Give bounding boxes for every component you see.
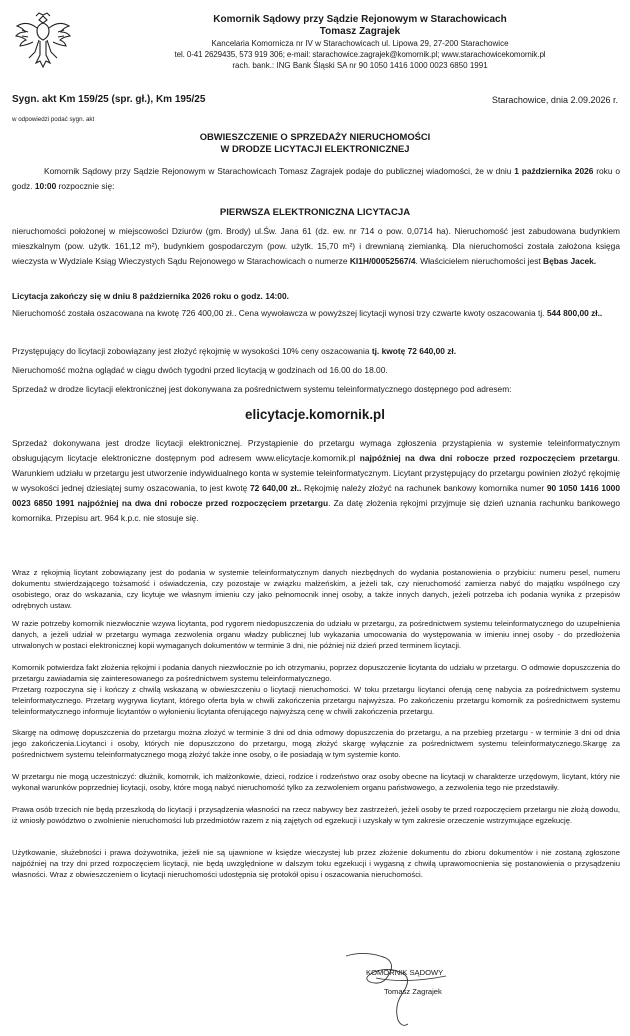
property-paragraph <box>12 224 620 269</box>
data-completion-paragraph: W razie potrzeby komornik niezwłocznie wzywa licytanta, pod rygorem niedopuszczenia do udziału w przetargu, za pośrednictwem systemu teleinformatycznego do uzupełnienia danych, a jeżeli udział w przetargu wymaga zezwolenia organu władzy publicznej lub wykazania umocowania do występowania w imieniu innej osoby - do przedłożenia utrwalonych w postaci elektronicznej kopii wymaganych dokumentów w terminie 3 dni, nie później niż dzień przed terminem licytacji. <box>12 619 620 650</box>
bidding-paragraph: Przetarg rozpoczyna się i kończy z chwilą wskazaną w obwieszczeniu o licytacji nieruchomości. W toku przetargu licytanci oferują cenę nabycia za pośrednictwem systemu teleinformatycznego. Przetarg wygrywa licytant, którego oferta była w chwili zakończenia przetargu najwyższa. Po zakończeniu przetargu komornik za pośrednictwem systemu teleinformatycznego informuje licytantów o wyłonieniu licytanta oferującego najwyższą cenę w chwili zakończenia przetargu. <box>12 685 620 716</box>
third-party-paragraph: Prawa osób trzecich nie będą przeszkodą do licytacji i przysądzenia własności na rzecz nabywcy bez zastrzeżeń, jeżeli osoby te przed rozpoczęciem przetargu nie złożą dowodu, iż wniosły powództwo o zwolnienie nieruchomości lub przedmiotów razem z nią zajętych od egzekucji i uzyskały w tym zakresie orzeczenie wstrzymujące egzekucję. <box>12 805 620 825</box>
polish-eagle-emblem-icon <box>14 10 72 72</box>
viewing-paragraph: Nieruchomość można oglądać w ciągu dwóch tygodni przed licytacją w godzinach od 16.00 do 18.00. <box>12 365 388 375</box>
intro-text-a: Komornik Sądowy przy Sądzie Rejonowym w Starachowicach Tomasz Zagrajek podaje do publicznej wiadomości, że w dniu <box>44 166 515 176</box>
header-bank: rach. bank.: ING Bank Śląski SA nr 90 1050 1416 1000 0023 6850 1991 <box>232 61 488 70</box>
bailiff-header <box>100 14 620 71</box>
deposit-paragraph <box>12 344 620 359</box>
admission-paragraph: Komornik potwierdza fakt złożenia rękojmi i podania danych niezwłocznie po ich otrzymaniu, poprzez dopuszczenie licytanta do udziału w przetargu. O odmowie dopuszczenia do przetargu zawiadamia się zainteresowanego za pośrednictwem systemu teleinformatycznego. <box>12 663 620 683</box>
procedure-deadline: najpóźniej na dwa dni robocze przed rozpoczęciem przetargu <box>359 452 618 463</box>
procedure-bank-account: 90 1050 1416 1000 0023 6850 1991 najpóźniej na dwa dni robocze przed rozpoczęciem przetargu <box>12 482 620 508</box>
deposit-text: Przystępujący do licytacji zobowiązany jest złożyć rękojmię w wysokości 10% ceny oszacowania <box>12 346 372 356</box>
procedure-text-c: Rękojmię należy złożyć na rachunek bankowy komornika numer <box>301 482 547 493</box>
complaint-paragraph: Skargę na odmowę dopuszczenia do przetargu można złożyć w terminie 3 dni od dnia odmowy dopuszczenia do przetargu, a na przebieg przetargu - w terminie 3 dni od dnia jego zakończenia.Licytanci i osoby, których nie dopuszczono do przetargu, mogą złożyć skargę wyłącznie za pośrednictwem systemu teleinformatycznego.Skargę za pośrednictwem systemu teleinformatycznego mogą złożyć także inne osoby, o ile posiadają w tym systemie konto. <box>12 728 620 759</box>
sale-system-paragraph: Sprzedaż w drodze licytacji elektronicznej jest dokonywana za pośrednictwem systemu teleinformatycznego dostępnego pod adresem: <box>12 384 512 394</box>
procedure-text-a: Sprzedaż dokonywana jest drodze licytacji elektronicznej. Przystąpienie do przetargu wymaga zgłoszenia przystąpienia w systemie teleinformatycznym obsługującym licytacje elektroniczne dostępnym pod adresem www.elicytacje.komornik.pl <box>12 438 620 463</box>
intro-text-b: roku o godz. <box>12 166 620 191</box>
procedure-text-d: . Za datę złożenia rękojmi przyjmuje się dzień uznania rachunku bankowego komornika. Przepisu art. 964 k.p.c. nie stosuje się. <box>12 497 620 523</box>
deposit-amount: tj. kwotę 72 640,00 zł. <box>371 346 457 356</box>
header-name: Tomasz Zagrajek <box>319 26 401 37</box>
auction-end-line: Licytacja zakończy się w dniu 8 października 2026 roku o godz. 14:00. <box>12 291 289 301</box>
header-contact: tel. 0-41 2629435, 573 919 306; e-mail: starachowice.zagrajek@komornik.pl; www.starachowicekomornik.pl <box>174 50 546 59</box>
procedure-text-b: . Warunkiem udziału w przetargu jest utworzenie indywidualnego konta w systemie teleinformatycznym. Licytant przystępujący do przetargu powinien złożyć rękojmię w wysokości jednej dziesiątej sumy oszacowania, to jest kwotę <box>12 452 620 493</box>
document-title <box>0 131 630 155</box>
bidder-data-paragraph: Wraz z rękojmią licytant zobowiązany jest do podania w systemie teleinformatycznym danych niezbędnych do wydania postanowienia o przybiciu: numeru pesel, numeru dokumentu stwierdzającego tożsamość i oświadczenia, czy pozostaje w związku małżeńskim, a jeżeli tak, czy nieruchomość zamierza nabyć do majątku wspólnego czy osobistego, oraz do wskazania, czy licytuje we własnym imieniu czy jako pełnomocnik innej osoby, a także innych danych, jeżeli potrzeba ich podania wynika z przepisów odrębnych ustaw. <box>12 568 620 610</box>
auction-portal-url[interactable]: elicytacje.komornik.pl <box>245 407 385 422</box>
signature-name: Tomasz Zagrajek <box>384 987 442 996</box>
case-reference: Sygn. akt Km 159/25 (spr. gł.), Km 195/25 <box>12 94 206 105</box>
property-text-a: nieruchomości położonej w miejscowości Dziurów (gm. Brody) ul.Św. Jana 61 (dz. ew. nr 714 o pow. 0,0714 ha). Nieruchomość jest zabudowana budynkiem mieszkalnym (pow. użytk. 161,12 m²), budynkiem gospodarczym (pow. użytk. 15,70 m²) i drewnianą ziemianką. Dla nieruchomości została założona księga wieczysta w Wydziale Ksiąg Wieczystych Sądu Rejonowego w Starachowicach o numerze <box>12 226 620 266</box>
property-text-b: . Właścicielem nieruchomości jest <box>415 255 544 266</box>
intro-paragraph <box>12 164 620 194</box>
property-owner: Bębas Jacek. <box>543 255 597 266</box>
auction-start-date: 1 października 2026 <box>514 166 594 176</box>
first-auction-heading: PIERWSZA ELEKTRONICZNA LICYTACJA <box>219 207 411 218</box>
easements-paragraph: Użytkowanie, służebności i prawa dożywotnika, jeżeli nie są ujawnione w księdze wieczystej lub przez złożenie dokumentu do zbioru dokumentów i nie zostaną zgłoszone najpóźniej na trzy dni przed rozpoczęciem licytacji, nie będą uwzględnione w dalszym toku egzekucji i wygasną z chwilą uprawomocnienia się postanowienia o przysądzeniu własności. Wraz z obwieszczeniem o licytacji nieruchomości udostępnia się protokół opisu i oszacowania nieruchomości. <box>12 848 620 879</box>
procedure-deposit-amount: 72 640,00 zł.. <box>249 482 302 493</box>
starting-price: 544 800,00 zł.. <box>546 308 603 318</box>
title-line-1: OBWIESZCZENIE O SPRZEDAŻY NIERUCHOMOŚCI <box>199 131 431 142</box>
procedure-paragraph <box>12 436 620 525</box>
valuation-paragraph <box>12 306 620 321</box>
exclusion-paragraph: W przetargu nie mogą uczestniczyć: dłużnik, komornik, ich małżonkowie, dzieci, rodzice i rodzeństwo oraz osoby obecne na licytacji w charakterze urzędowym, licytant, który nie wykonał warunków poprzedniej licytacji, osoby, które mogą nabyć nieruchomość tylko za zezwoleniem organu państwowego, a zezwolenia tego nie przedstawiły. <box>12 772 620 792</box>
intro-text-c: rozpocznie się: <box>56 180 115 191</box>
valuation-text: Nieruchomość została oszacowana na kwotę 726 400,00 zł.. Cena wywoławcza w powyższej licytacji wynosi trzy czwarte kwoty oszacowania tj. <box>12 308 547 318</box>
auction-start-time: 10:00 <box>34 180 57 191</box>
document-date: Starachowice, dnia 2.09.2026 r. <box>491 95 618 105</box>
header-office: Komornik Sądowy przy Sądzie Rejonowym w Starachowicach <box>213 14 507 25</box>
reference-note: w odpowiedzi podać sygn. akt <box>12 116 95 123</box>
signature-role: KOMORNIK SĄDOWY <box>366 968 444 977</box>
land-register-number: KI1H/00052567/4 <box>349 255 416 266</box>
title-line-2: W DRODZE LICYTACJI ELEKTRONICZNEJ <box>220 143 410 154</box>
header-address: Kancelaria Komornicza nr IV w Starachowicach ul. Lipowa 29, 27-200 Starachowice <box>211 39 509 48</box>
